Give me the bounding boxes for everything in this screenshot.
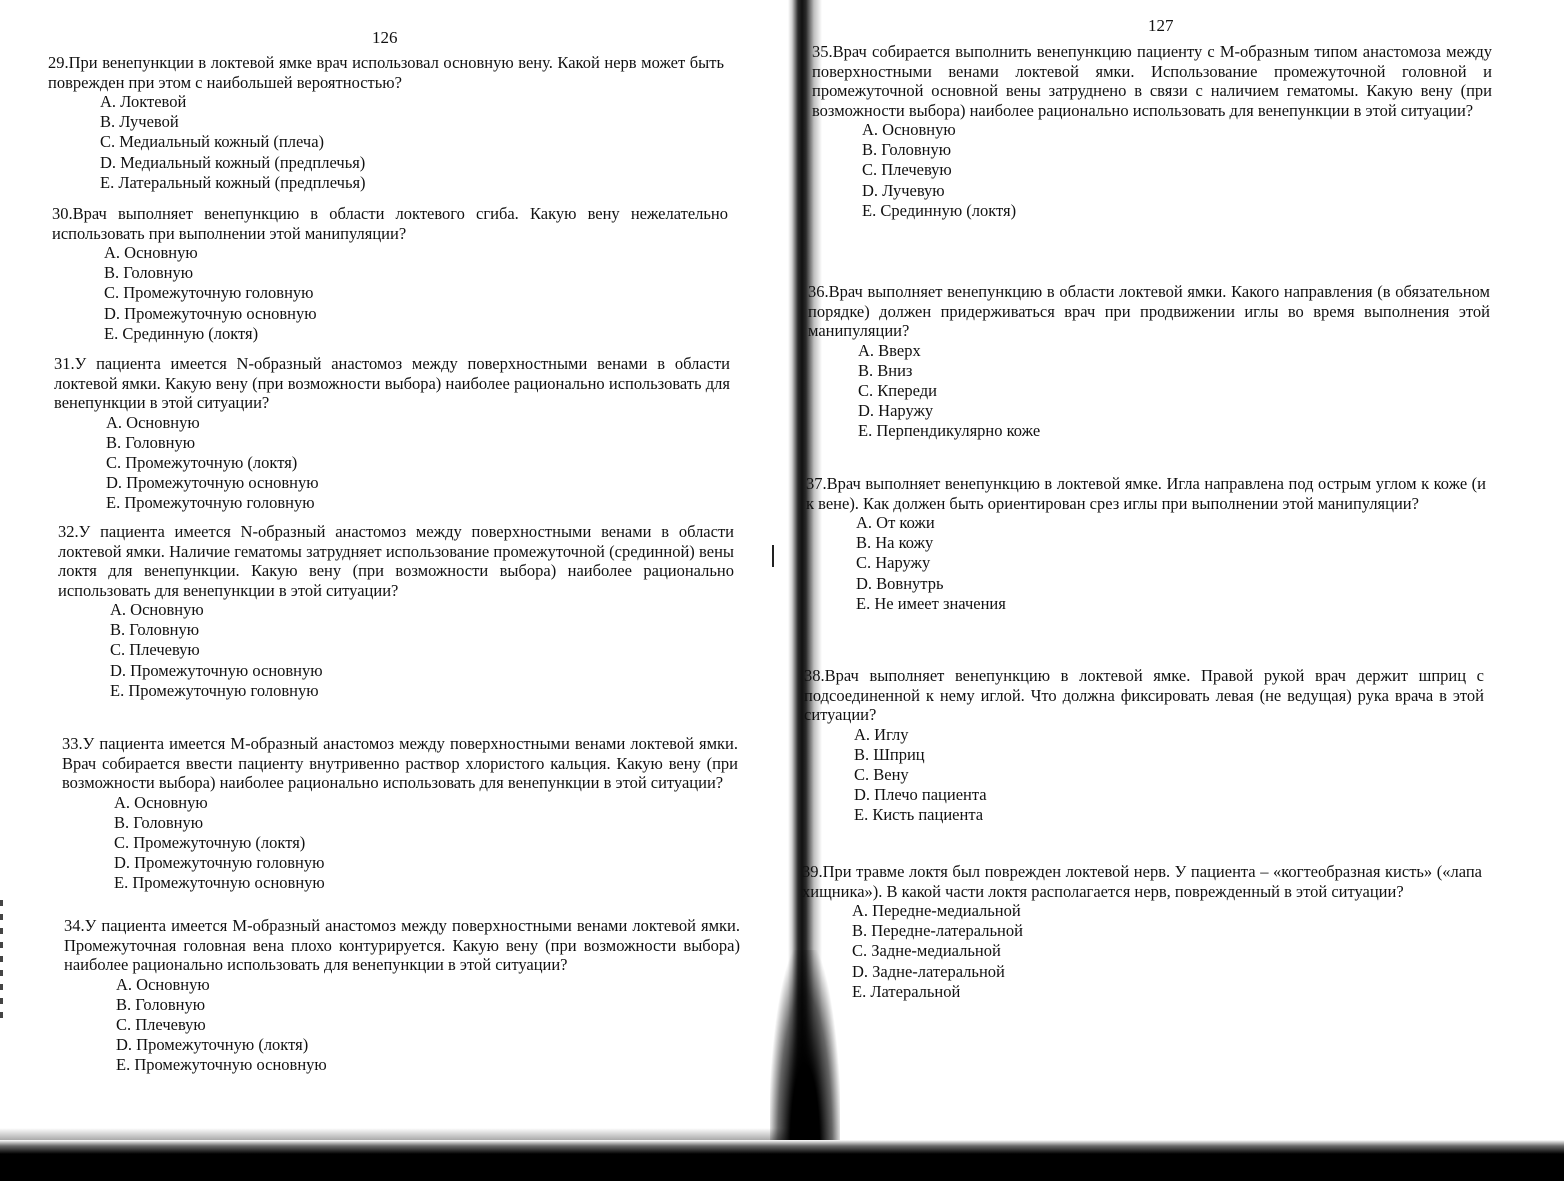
answer-option: A. Локтевой bbox=[100, 92, 187, 111]
question-number: 31. bbox=[54, 354, 75, 373]
answer-option: E. Латеральный кожный (предплечья) bbox=[100, 172, 366, 192]
answer-option: A. Иглу bbox=[854, 724, 909, 744]
question-number: 29. bbox=[48, 53, 69, 72]
answer-option: D. Лучевую bbox=[862, 180, 945, 200]
question-text: Врач собирается выполнить венепункцию пациенту с M-образным типом анастомоза между поверхностными венами локтевой ямки. Использование промежуточной головной и промежуточной основной вены затруднено в связи с наличием гематомы. Какую вену (при возможности выбора) наиболее рационально использовать для венепункции в этой ситуации? bbox=[812, 42, 1492, 120]
question-number: 39. bbox=[802, 862, 823, 881]
answer-option: B. Передне-латеральной bbox=[852, 921, 1023, 941]
answer-option: D. Промежуточную основную bbox=[110, 660, 323, 680]
right-page bbox=[790, 0, 1564, 1181]
answer-option: E. Промежуточную основную bbox=[116, 1055, 327, 1075]
question-number: 35. bbox=[812, 42, 833, 61]
page-number: 127 bbox=[1148, 16, 1174, 35]
question-text: У пациента имеется N-образный анастомоз между поверхностными венами в области локтевой ямки. Наличие гематомы затрудняет использование промежуточной (срединной) вены локтя для венепункции. Какую вену (при возможности выбора) наиболее рационально использовать для венепункции в этой ситуации? bbox=[58, 522, 734, 600]
answer-option: D. Задне-латеральной bbox=[852, 961, 1005, 981]
answer-option: C. Вену bbox=[854, 764, 909, 784]
answer-option: D. Промежуточную (локтя) bbox=[116, 1035, 309, 1055]
answer-option: D. Промежуточную головную bbox=[114, 853, 325, 873]
question-text: У пациента имеется N-образный анастомоз между поверхностными венами в области локтевой ямки. Какую вену (при возможности выбора) наиболее рационально использовать для венепункции в этой ситуации? bbox=[54, 354, 730, 412]
question-37 bbox=[806, 474, 1486, 614]
answer-option: B. Вниз bbox=[858, 360, 913, 380]
question-text: Врач выполняет венепункцию в области локтевого сгиба. Какую вену нежелательно использовать при выполнении этой манипуляции? bbox=[52, 204, 728, 243]
answer-option: D. Медиальный кожный (предплечья) bbox=[100, 152, 366, 172]
answer-option: A. Вверх bbox=[858, 340, 921, 360]
answer-option: C. Промежуточную головную bbox=[104, 283, 314, 303]
question-36 bbox=[808, 282, 1490, 442]
answer-option: C. Кпереди bbox=[858, 380, 937, 400]
answer-options bbox=[48, 92, 724, 193]
answer-option: A. Основную bbox=[110, 600, 204, 619]
answer-option: C. Наружу bbox=[856, 553, 931, 573]
answer-option: A. Основную bbox=[106, 412, 200, 432]
answer-options bbox=[808, 341, 1490, 442]
answer-option: B. Головную bbox=[104, 263, 194, 283]
answer-option: C. Промежуточную (локтя) bbox=[114, 832, 306, 852]
answer-options bbox=[62, 793, 738, 894]
answer-option: E. Срединную (локтя) bbox=[862, 200, 1017, 220]
answer-option: E. Не имеет значения bbox=[856, 593, 1006, 613]
answer-option: E. Перпендикулярно коже bbox=[858, 421, 1041, 441]
answer-option: A. Основную bbox=[116, 974, 210, 994]
answer-option: B. Головную bbox=[862, 140, 952, 160]
answer-option: D. Плечо пациента bbox=[854, 785, 987, 805]
question-text: Врач выполняет венепункцию в локтевой ямке. Игла направлена под острым углом к коже (и к вене). Как должен быть ориентирован срез иглы при выполнении этой манипуляции? bbox=[806, 474, 1486, 513]
answer-option: B. Головную bbox=[114, 812, 204, 832]
answer-option: C. Медиальный кожный (плеча) bbox=[100, 132, 325, 152]
question-number: 34. bbox=[64, 916, 85, 935]
question-31 bbox=[54, 354, 730, 514]
answer-option: E. Кисть пациента bbox=[854, 805, 984, 825]
answer-option: B. На кожу bbox=[856, 533, 934, 553]
answer-option: B. Шприц bbox=[854, 744, 925, 764]
answer-option: B. Головную bbox=[110, 620, 200, 640]
answer-options bbox=[806, 513, 1486, 614]
answer-option: B. Головную bbox=[116, 994, 206, 1014]
answer-option: C. Задне-медиальной bbox=[852, 941, 1001, 961]
answer-option: E. Промежуточную головную bbox=[106, 493, 315, 513]
answer-option: E. Промежуточную основную bbox=[114, 873, 325, 893]
question-number: 32. bbox=[58, 522, 79, 541]
answer-option: E. Срединную (локтя) bbox=[104, 323, 259, 343]
answer-options bbox=[804, 725, 1484, 826]
question-38 bbox=[804, 666, 1484, 826]
question-number: 38. bbox=[804, 666, 825, 685]
answer-option: A. Основную bbox=[104, 243, 198, 262]
question-30 bbox=[52, 204, 728, 344]
question-29 bbox=[48, 53, 724, 193]
question-text: Врач выполняет венепункцию в области локтевой ямки. Какого направления (в обязательном порядке) должен придерживаться врач при продвижении иглы во время выполнения этой манипуляции? bbox=[808, 282, 1490, 340]
question-33 bbox=[62, 734, 738, 894]
answer-option: A. От кожи bbox=[856, 513, 935, 532]
answer-option: E. Промежуточную головную bbox=[110, 680, 319, 700]
question-34 bbox=[64, 916, 740, 1076]
answer-option: A. Передне-медиальной bbox=[852, 901, 1021, 920]
answer-option: D. Промежуточную основную bbox=[104, 303, 317, 323]
question-number: 30. bbox=[52, 204, 73, 223]
answer-option: D. Вовнутрь bbox=[856, 573, 944, 593]
question-text: При венепункции в локтевой ямке врач использовал основную вену. Какой нерв может быть поврежден при этом с наибольшей вероятностью? bbox=[48, 53, 724, 92]
answer-option: C. Плечевую bbox=[110, 640, 200, 660]
answer-option: D. Наружу bbox=[858, 401, 934, 421]
question-text: У пациента имеется M-образный анастомоз между поверхностными венами локтевой ямки. Промежуточная головная вена плохо контурируется. Какую вену (при возможности выбора) наиболее рационально использовать для венепункции в этой ситуации? bbox=[64, 916, 740, 974]
question-35 bbox=[812, 42, 1492, 221]
answer-options bbox=[64, 975, 740, 1076]
answer-option: A. Основную bbox=[114, 792, 208, 812]
answer-options bbox=[812, 120, 1492, 221]
answer-option: B. Лучевой bbox=[100, 112, 179, 132]
answer-option: C. Плечевую bbox=[116, 1014, 206, 1034]
question-text: Врач выполняет венепункцию в локтевой ямке. Правой рукой врач держит шприц с подсоединенной к нему иглой. Что должна фиксировать левая (не ведущая) рука врача в этой ситуации? bbox=[804, 666, 1484, 724]
answer-option: A. Основную bbox=[862, 120, 956, 139]
answer-option: E. Латеральной bbox=[852, 981, 961, 1001]
answer-option: C. Промежуточную (локтя) bbox=[106, 452, 298, 472]
question-number: 33. bbox=[62, 734, 83, 753]
question-39 bbox=[802, 862, 1482, 1002]
question-number: 36. bbox=[808, 282, 829, 301]
answer-option: C. Плечевую bbox=[862, 160, 952, 180]
answer-options bbox=[802, 901, 1482, 1002]
answer-options bbox=[54, 413, 730, 514]
page-number: 126 bbox=[372, 28, 398, 47]
answer-option: D. Промежуточную основную bbox=[106, 473, 319, 493]
question-text: При травме локтя был поврежден локтевой нерв. У пациента – «когтеобразная кисть» («лапа хищника»). В какой части локтя располагается нерв, поврежденный в этой ситуации? bbox=[802, 862, 1482, 901]
answer-option: B. Головную bbox=[106, 432, 196, 452]
question-32 bbox=[58, 522, 734, 701]
answer-options bbox=[52, 243, 728, 344]
question-text: У пациента имеется M-образный анастомоз между поверхностными венами локтевой ямки. Врач собирается ввести пациенту внутривенно раствор хлористого кальция. Какую вену (при возможности выбора) наиболее рационально использовать для венепункции в этой ситуации? bbox=[62, 734, 738, 792]
question-number: 37. bbox=[806, 474, 827, 493]
answer-options bbox=[58, 600, 734, 701]
